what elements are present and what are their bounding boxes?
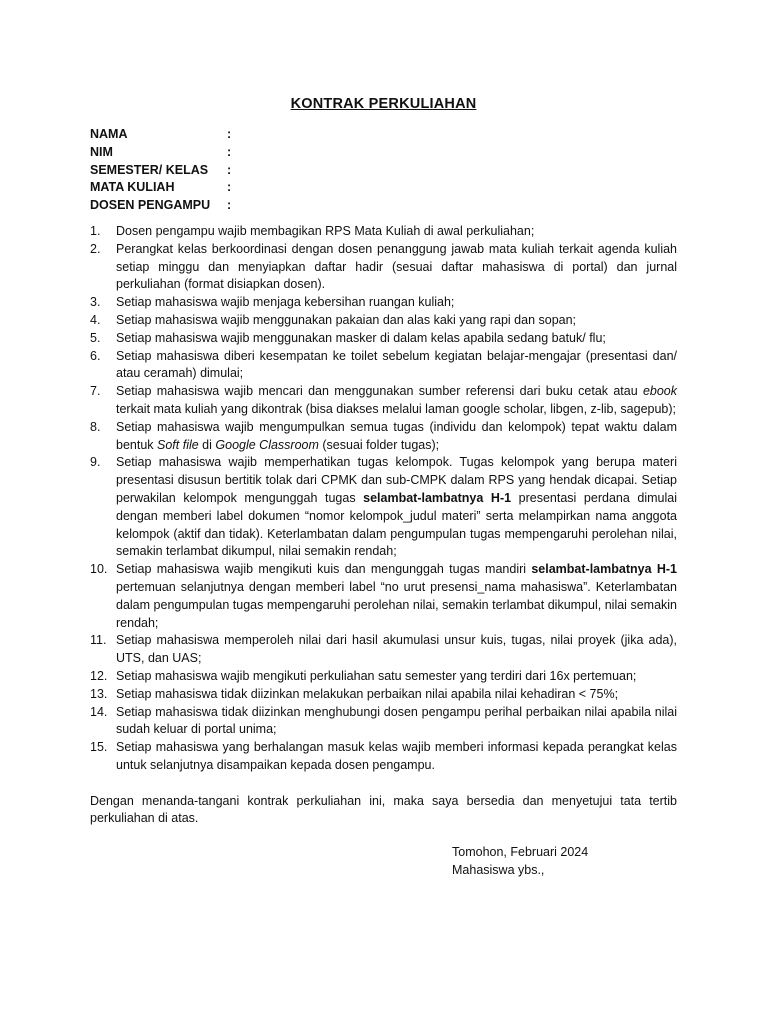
rule-text-part: Setiap mahasiswa wajib menggunakan pakaian dan alas kaki yang rapi dan sopan;: [116, 312, 577, 327]
rule-text: [116, 294, 677, 312]
rule-text-part: (sesuai folder tugas);: [318, 437, 440, 452]
field-label: NAMA: [90, 127, 128, 141]
rule-text-part: Setiap mahasiswa wajib menjaga kebersihan ruangan kuliah;: [116, 295, 455, 310]
rule-number: 15.: [90, 740, 108, 755]
rule-number: 5.: [90, 330, 101, 345]
rule-text: [116, 241, 677, 294]
rule-text-part: Perangkat kelas berkoordinasi dengan dosen penanggung jawab mata kuliah terkait agenda kuliah setiap minggu dan menyiapkan daftar hadir (sesuai daftar mahasiswa di portal) dan jurnal perkuliahan (format disiapkan dosen).: [116, 241, 677, 292]
rule-number: 12.: [90, 668, 108, 683]
field-mata-kuliah: [90, 179, 677, 197]
field-dosen-pengampu: [90, 197, 677, 215]
rule-text-part: Setiap mahasiswa wajib mencari dan menggunakan sumber referensi dari buku cetak atau: [116, 384, 643, 399]
field-nama: [90, 126, 677, 144]
field-label: MATA KULIAH: [90, 180, 175, 195]
rule-text-part: Setiap mahasiswa wajib memperhatikan tugas kelompok. Tugas kelompok yang berupa materi presentasi disusun bertitik tolak dari CPMK dan sub-CMPK dalam RPS yang hendak dicapai. Setiap perwakilan kelompok mengunggah tugas: [116, 455, 677, 505]
field-label: NIM: [90, 144, 113, 159]
rule-number: 1.: [90, 223, 101, 238]
field-colon: :: [227, 180, 232, 195]
rule-text-part: Soft file: [157, 437, 199, 452]
field-label: DOSEN PENGAMPU: [90, 198, 211, 213]
rule-number: 9.: [90, 455, 101, 470]
rule-text-part: Setiap mahasiswa diberi kesempatan ke toilet sebelum kegiatan belajar-mengajar (presentasi dan/ atau ceramah) dimulai;: [116, 348, 677, 381]
rule-item: [90, 330, 677, 348]
rule-item: [90, 294, 677, 312]
field-semester-kelas: [90, 162, 677, 180]
rule-number: 6.: [90, 348, 101, 363]
rule-text-part: di: [198, 437, 216, 452]
rule-text: [116, 704, 677, 740]
rule-text-part: Setiap mahasiswa wajib mengikuti kuis dan mengunggah tugas mandiri: [116, 562, 532, 577]
rule-number: 14.: [90, 704, 108, 719]
signature-role: Mahasiswa ybs.,: [452, 863, 545, 878]
rule-text: [116, 668, 677, 686]
signature-block: [452, 844, 677, 880]
rule-text-part: terkait mata kuliah yang dikontrak (bisa diakses melalui laman google scholar, libgen, z-lib, sagepub);: [116, 401, 677, 416]
rule-text-part: Google Classroom: [215, 437, 319, 452]
rule-text: [116, 348, 677, 384]
rule-text-part: Setiap mahasiswa tidak diizinkan melakukan perbaikan nilai apabila nilai kehadiran < 75%;: [116, 686, 619, 701]
rule-text: [116, 739, 677, 775]
rule-item: [90, 312, 677, 330]
rule-text: [116, 419, 677, 455]
rule-text: [116, 223, 677, 241]
rule-text: [116, 561, 677, 632]
rule-number: 11.: [90, 633, 107, 648]
rule-item: [90, 686, 677, 704]
rule-item: [90, 704, 677, 740]
rule-text: [116, 330, 677, 348]
rule-text: [116, 686, 677, 704]
rule-text-part: pertemuan selanjutnya dengan memberi label “no urut presensi_nama mahasiswa”. Keterlambatan dalam pengumpulan tugas mempengaruhi perolehan nilai, semakin terlambat dikumpul, nilai semakin rendah;: [116, 579, 677, 630]
rule-text-part: presentasi perdana dimulai dengan memberi label dokumen “nomor kelompok_judul materi” serta melampirkan nama anggota kelompok (aktif dan tidak). Keterlambatan dalam pengumpulan tugas mempengaruhi perolehan nilai, semakin terlambat dikumpul, nilai semakin rendah;: [116, 490, 677, 559]
rule-text-part: Dosen pengampu wajib membagikan RPS Mata Kuliah di awal perkuliahan;: [116, 223, 535, 238]
field-label: SEMESTER/ KELAS: [90, 162, 209, 177]
rule-item: [90, 223, 677, 241]
rule-text-part: Setiap mahasiswa tidak diizinkan menghubungi dosen pengampu perihal perbaikan nilai apabila nilai sudah keluar di portal unima;: [116, 704, 677, 737]
rule-text: [116, 454, 677, 561]
rule-text-part: Setiap mahasiswa wajib menggunakan masker di dalam kelas apabila sedang batuk/ flu;: [116, 330, 606, 345]
field-nim: [90, 144, 677, 162]
rule-text-part: Setiap mahasiswa wajib mengumpulkan semua tugas (individu dan kelompok) tepat waktu dalam bentuk: [116, 419, 677, 452]
rule-item: [90, 454, 677, 561]
rule-item: [90, 348, 677, 384]
rule-number: 2.: [90, 241, 101, 256]
rule-item: [90, 241, 677, 294]
identity-fields: [90, 126, 677, 215]
field-colon: :: [227, 162, 232, 177]
rule-number: 4.: [90, 312, 101, 327]
document-page: [90, 96, 677, 880]
rule-number: 13.: [90, 686, 108, 701]
field-colon: :: [227, 144, 232, 159]
rule-text: [116, 312, 677, 330]
rule-text-part: Setiap mahasiswa memperoleh nilai dari hasil akumulasi unsur kuis, tugas, nilai proyek (jika ada), UTS, dan UAS;: [116, 633, 677, 666]
document-title: KONTRAK PERKULIAHAN: [290, 96, 477, 112]
field-colon: :: [227, 198, 232, 213]
rule-text-part: ebook: [642, 384, 677, 399]
rule-item: [90, 632, 677, 668]
rules-list: [90, 223, 677, 775]
signature-place-date: Tomohon, Februari 2024: [452, 845, 589, 860]
rule-text: [116, 383, 677, 419]
rule-text-part: Setiap mahasiswa yang berhalangan masuk kelas wajib memberi informasi kepada perangkat kelas untuk selanjutnya disampaikan kepada dosen pengampu.: [116, 740, 677, 772]
rule-number: 3.: [90, 295, 101, 310]
rule-number: 8.: [90, 419, 101, 434]
rule-item: [90, 561, 677, 632]
rule-text-part: selambat-lambatnya H-1: [363, 490, 512, 505]
rule-text-part: Setiap mahasiswa wajib mengikuti perkuliahan satu semester yang terdiri dari 16x pertemuan;: [116, 668, 637, 683]
closing-statement: Dengan menanda-tangani kontrak perkuliahan ini, maka saya bersedia dan menyetujui tata tertib perkuliahan di atas.: [90, 793, 677, 826]
rule-number: 10.: [90, 562, 108, 577]
rule-text: [116, 632, 677, 668]
rule-item: [90, 419, 677, 455]
field-colon: :: [227, 127, 232, 141]
rule-item: [90, 668, 677, 686]
rule-item: [90, 739, 677, 775]
rule-text-part: selambat-lambatnya H-1: [531, 562, 677, 577]
rule-number: 7.: [90, 384, 101, 399]
rule-item: [90, 383, 677, 419]
